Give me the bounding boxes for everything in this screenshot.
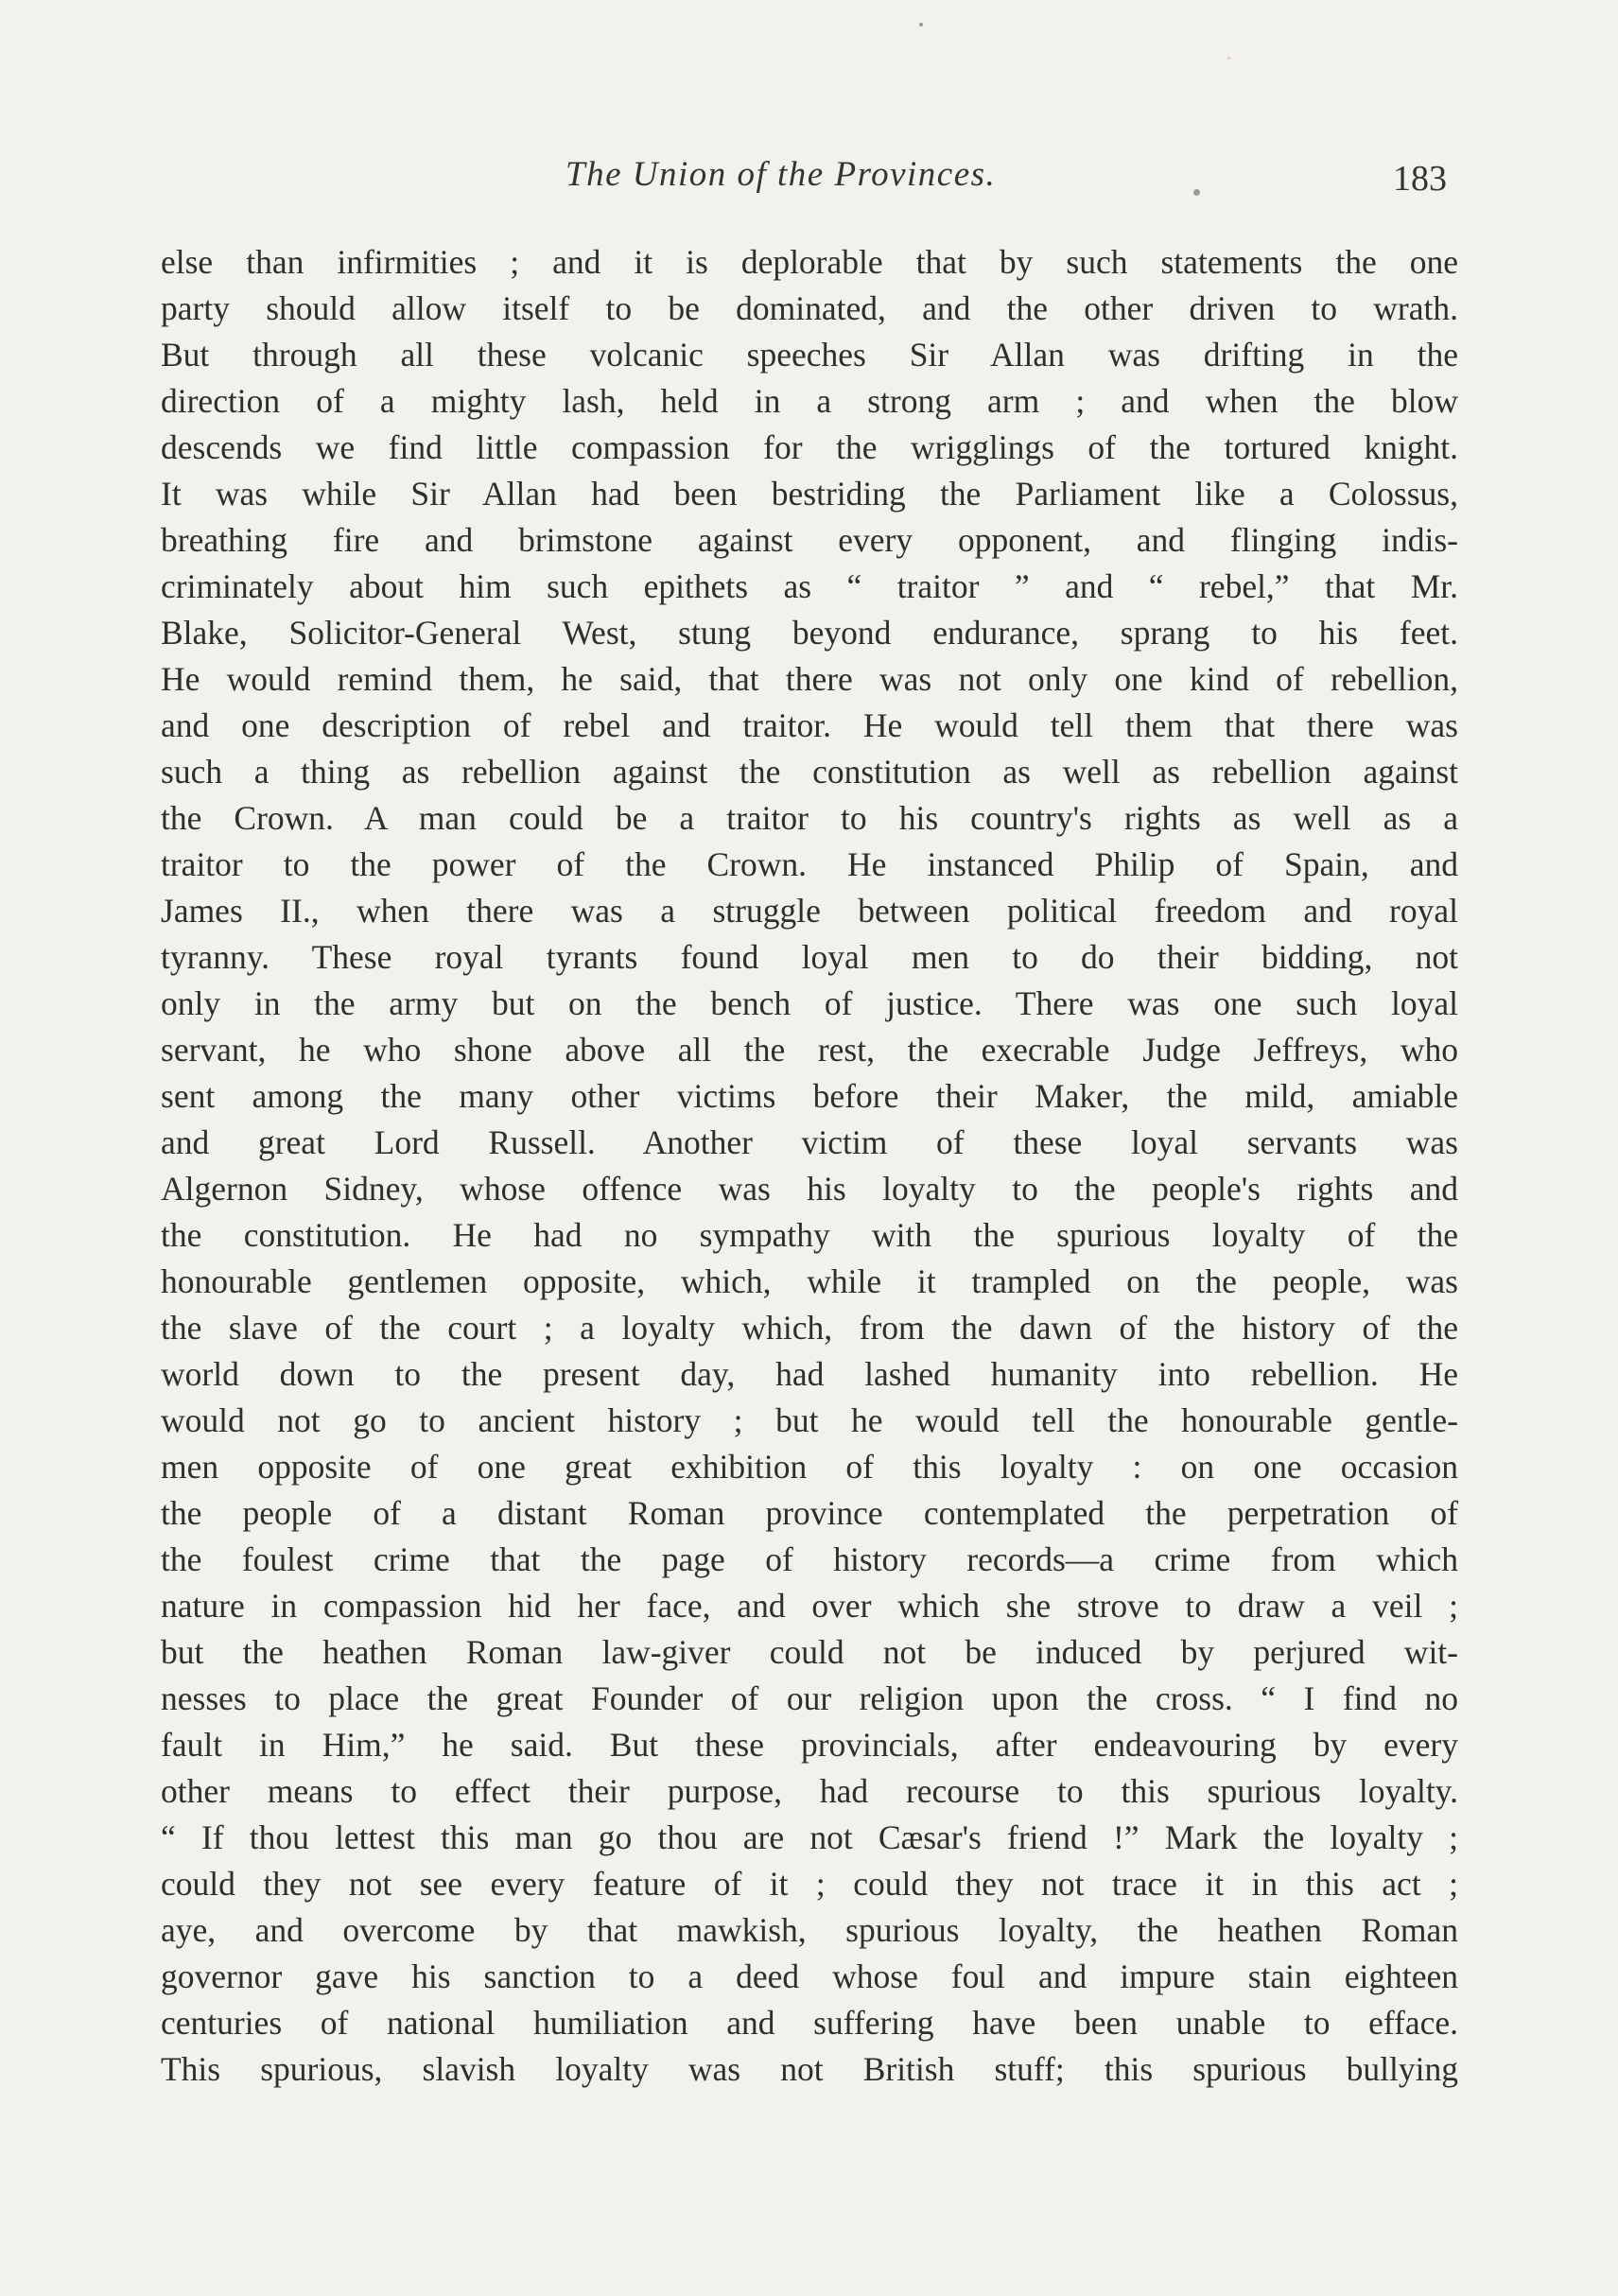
- text-line: servant, he who shone above all the rest, the execrable Judge Jeffreys, who: [161, 1031, 1458, 1069]
- text-line: aye, and overcome by that mawkish, spurious loyalty, the heathen Roman: [161, 1911, 1458, 1949]
- running-head: [0, 147, 1618, 203]
- text-line: centuries of national humiliation and suffering have been unable to efface.: [161, 2004, 1458, 2042]
- text-line: governor gave his sanction to a deed whose foul and impure stain eighteen: [161, 1957, 1458, 1995]
- text-line: the constitution. He had no sympathy with the spurious loyalty of the: [161, 1216, 1458, 1254]
- text-line: else than infirmities ; and it is deplorable that by such statements the one: [161, 243, 1458, 281]
- text-line: fault in Him,” he said. But these provincials, after endeavouring by every: [161, 1726, 1458, 1764]
- text-line: the foulest crime that the page of history records—a crime from which: [161, 1540, 1458, 1578]
- text-line: criminately about him such epithets as “ traitor ” and “ rebel,” that Mr.: [161, 567, 1458, 605]
- text-line: and great Lord Russell. Another victim of these loyal servants was: [161, 1123, 1458, 1161]
- text-line: the Crown. A man could be a traitor to his country's rights as well as a: [161, 799, 1458, 837]
- text-line: world down to the present day, had lashed humanity into rebellion. He: [161, 1355, 1458, 1393]
- text-line: direction of a mighty lash, held in a strong arm ; and when the blow: [161, 382, 1458, 420]
- text-line: the people of a distant Roman province contemplated the perpetration of: [161, 1494, 1458, 1532]
- text-line: would not go to ancient history ; but he would tell the honourable gentle-: [161, 1401, 1458, 1439]
- text-line: “ If thou lettest this man go thou are not Cæsar's friend !” Mark the loyalty ;: [161, 1818, 1458, 1856]
- text-line: [161, 2093, 1458, 2139]
- text-line: But through all these volcanic speeches Sir Allan was drifting in the: [161, 336, 1458, 374]
- text-line: such a thing as rebellion against the constitution as well as rebellion against: [161, 753, 1458, 791]
- text-line: sent among the many other victims before their Maker, the mild, amiable: [161, 1077, 1458, 1115]
- text-line: and one description of rebel and traitor. He would tell them that there was: [161, 706, 1458, 744]
- text-line: traitor to the power of the Crown. He instanced Philip of Spain, and: [161, 845, 1458, 883]
- text-line: This spurious, slavish loyalty was not British stuff; this spurious bullying: [161, 2050, 1458, 2088]
- text-line: nature in compassion hid her face, and over which she strove to draw a veil ;: [161, 1587, 1458, 1625]
- body-text: [161, 239, 1458, 2139]
- text-line: breathing fire and brimstone against every opponent, and flinging indis-: [161, 521, 1458, 559]
- text-line: Algernon Sidney, whose offence was his loyalty to the people's rights and: [161, 1170, 1458, 1208]
- text-line: tyranny. These royal tyrants found loyal men to do their bidding, not: [161, 938, 1458, 976]
- print-speck: [919, 23, 923, 26]
- text-line: It was while Sir Allan had been bestriding the Parliament like a Colossus,: [161, 475, 1458, 513]
- text-line: James II., when there was a struggle between political freedom and royal: [161, 892, 1458, 930]
- text-line: honourable gentlemen opposite, which, while it trampled on the people, was: [161, 1262, 1458, 1300]
- text-line: He would remind them, he said, that there was not only one kind of rebellion,: [161, 660, 1458, 698]
- text-line: other means to effect their purpose, had recourse to this spurious loyalty.: [161, 1772, 1458, 1810]
- print-speck: [1227, 57, 1230, 60]
- text-line: men opposite of one great exhibition of this loyalty : on one occasion: [161, 1448, 1458, 1486]
- text-line: party should allow itself to be dominated, and the other driven to wrath.: [161, 289, 1458, 327]
- text-line: the slave of the court ; a loyalty which, from the dawn of the history of the: [161, 1309, 1458, 1347]
- page-number: 183: [1393, 159, 1447, 199]
- text-line: descends we find little compassion for the wrigglings of the tortured knight.: [161, 428, 1458, 466]
- text-line: only in the army but on the bench of justice. There was one such loyal: [161, 984, 1458, 1022]
- text-line: nesses to place the great Founder of our religion upon the cross. “ I find no: [161, 1679, 1458, 1717]
- text-line: but the heathen Roman law-giver could not be induced by perjured wit-: [161, 1633, 1458, 1671]
- print-speck: [1193, 189, 1200, 196]
- running-title: The Union of the Provinces.: [565, 155, 997, 194]
- text-line: could they not see every feature of it ; could they not trace it in this act ;: [161, 1865, 1458, 1903]
- text-line: Blake, Solicitor-General West, stung beyond endurance, sprang to his feet.: [161, 614, 1458, 652]
